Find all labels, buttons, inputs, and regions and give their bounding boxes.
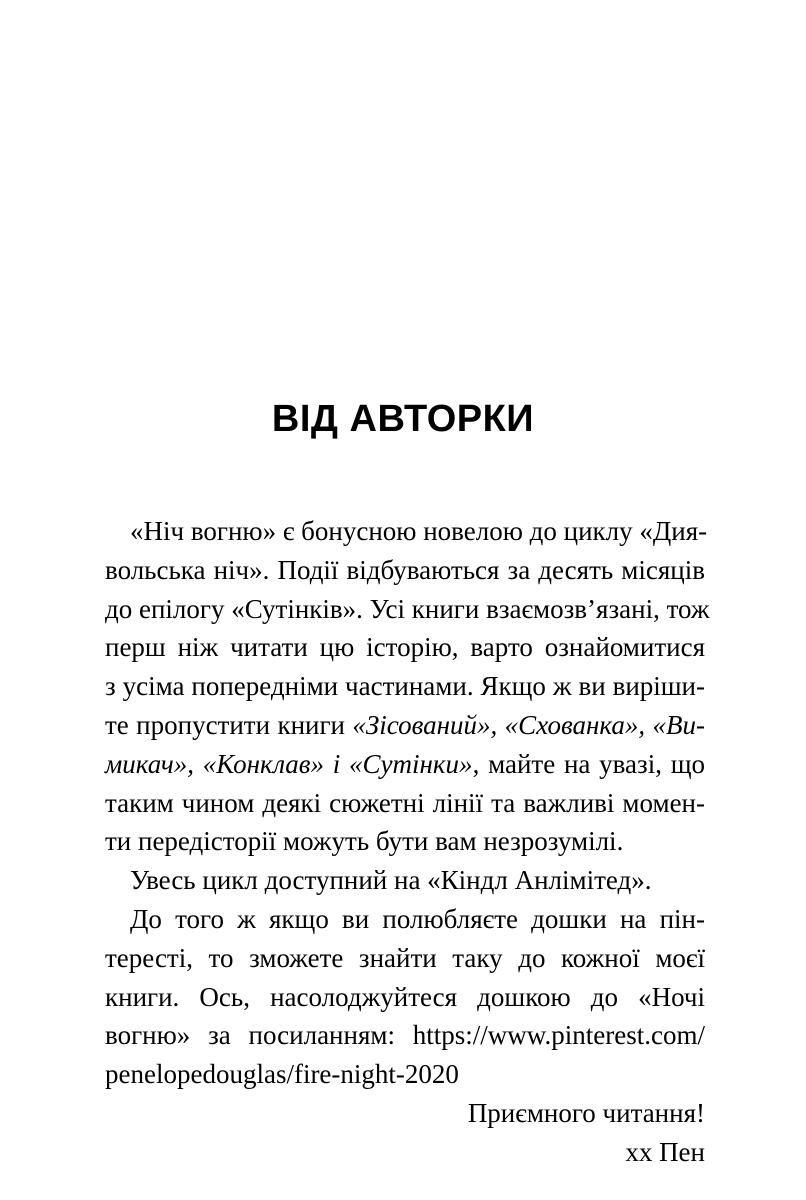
text-line: перш ніж читати цю історію, варто ознайомитися bbox=[105, 632, 705, 663]
pinterest-link-text: penelopedouglas/fire-night-2020 bbox=[105, 1059, 459, 1090]
signature: хх Пен bbox=[625, 1136, 705, 1167]
paragraph-pinterest bbox=[105, 900, 705, 1094]
text-line bbox=[105, 706, 705, 745]
text-line: До того ж якщо ви полюбляєте дошки на пін- bbox=[130, 903, 705, 934]
paragraph-intro bbox=[105, 512, 710, 861]
book-titles-italic: «Зісований», «Схованка», «Ви- bbox=[352, 709, 706, 740]
text-line: до епілогу «Сутінків». Усі книги взаємозв’язані, тож bbox=[105, 593, 710, 624]
text-line: з усіма попередніми частинами. Якщо ж ви виріши- bbox=[105, 671, 705, 702]
text-line: тересті, то зможете знайти таку до кожної моєї bbox=[105, 942, 705, 973]
closing-line: Приємного читання! bbox=[467, 1097, 705, 1128]
text-line: ти передісторії можуть бути вам незрозумілі. bbox=[105, 826, 624, 857]
text-line: вогню» за посиланням: https://www.pinterest.com/ bbox=[105, 1020, 705, 1051]
text-line: вольська ніч». Події відбуваються за десять місяців bbox=[105, 554, 705, 585]
text-fragment: те пропустити книги bbox=[105, 709, 353, 740]
page-title: ВІД АВТОРКИ bbox=[271, 398, 535, 440]
paragraph-availability: Увесь цикл доступний на «Кіндл Анлімітед». bbox=[130, 865, 652, 896]
book-titles-italic: микач», «Конклав» і «Сутінки» bbox=[105, 748, 473, 779]
text-line bbox=[105, 745, 705, 784]
text-fragment: , майте на увазі, що bbox=[472, 748, 705, 779]
text-line: таким чином деякі сюжетні лінії та важливі момен- bbox=[105, 787, 705, 818]
text-line: «Ніч вогню» є бонусною новелою до циклу «Дия- bbox=[130, 516, 708, 546]
text-line: книги. Ось, насолоджуйтеся дошкою до «Ночі bbox=[105, 981, 705, 1012]
page-body bbox=[105, 512, 710, 1172]
